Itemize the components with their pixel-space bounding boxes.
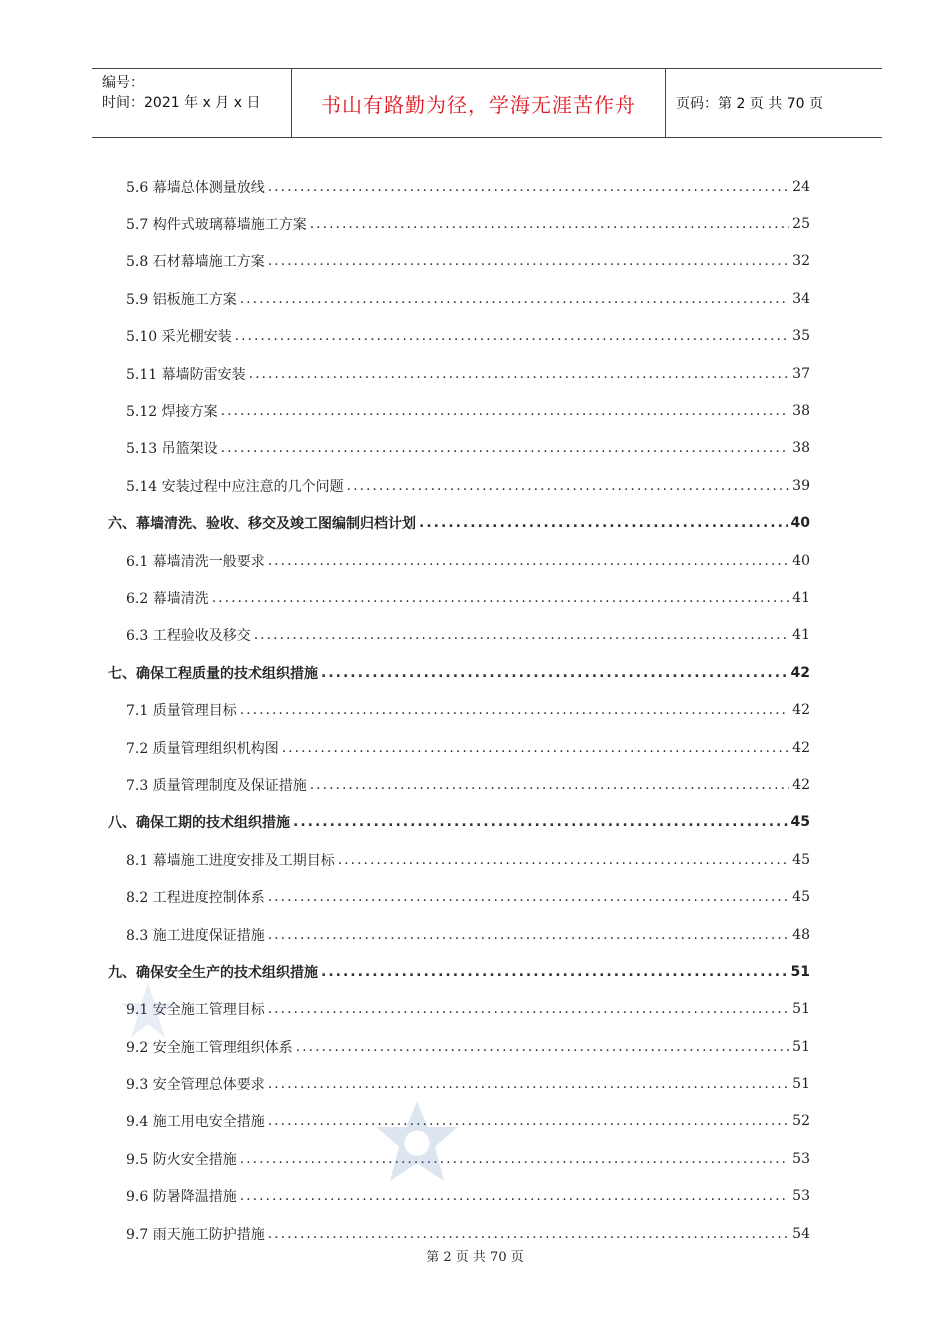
toc-entry-title: 6.3 工程验收及移交: [126, 628, 251, 645]
toc-dot-leader: [240, 702, 789, 718]
toc-dot-leader: [254, 627, 789, 643]
toc-dot-leader: [221, 403, 790, 419]
toc-entry-page-number: 51: [790, 963, 810, 980]
toc-dot-leader: [321, 665, 788, 681]
table-of-contents: [108, 168, 810, 1252]
toc-entry-title: 5.14 安装过程中应注意的几个问题: [126, 478, 344, 495]
toc-entry-title: 八、确保工期的技术组织措施: [108, 815, 290, 832]
toc-entry-page-number: 52: [792, 1113, 810, 1130]
toc-dot-leader: [268, 889, 789, 905]
toc-entry-title: 5.8 石材幕墙施工方案: [126, 254, 265, 271]
toc-section-entry[interactable]: [108, 1028, 810, 1065]
toc-dot-leader: [268, 1076, 789, 1092]
toc-entry-page-number: 54: [792, 1225, 810, 1242]
toc-entry-title: 8.2 工程进度控制体系: [126, 890, 265, 907]
document-header: [92, 68, 882, 138]
toc-dot-leader: [268, 553, 789, 569]
toc-entry-title: 5.6 幕墙总体测量放线: [126, 179, 265, 196]
toc-dot-leader: [240, 291, 789, 307]
toc-entry-page-number: 53: [792, 1188, 810, 1205]
toc-entry-title: 5.11 幕墙防雷安装: [126, 366, 246, 383]
toc-section-entry[interactable]: [108, 318, 810, 355]
toc-entry-title: 七、确保工程质量的技术组织措施: [108, 665, 318, 682]
toc-entry-page-number: 24: [792, 178, 810, 195]
toc-section-entry[interactable]: [108, 617, 810, 654]
toc-section-entry[interactable]: [108, 579, 810, 616]
toc-entry-title: 8.1 幕墙施工进度安排及工期目标: [126, 852, 335, 869]
toc-entry-page-number: 42: [792, 776, 810, 793]
toc-section-entry[interactable]: [108, 991, 810, 1028]
toc-section-entry[interactable]: [108, 766, 810, 803]
toc-entry-title: 8.3 施工进度保证措施: [126, 927, 265, 944]
document-time-label: 时间：2021 年 x 月 x 日: [102, 95, 261, 111]
toc-entry-page-number: 42: [790, 664, 810, 681]
toc-section-entry[interactable]: [108, 729, 810, 766]
toc-entry-title: 5.9 铝板施工方案: [126, 291, 237, 308]
page-footer: 第 2 页 共 70 页: [426, 1250, 524, 1265]
toc-section-entry[interactable]: [108, 916, 810, 953]
toc-dot-leader: [212, 590, 789, 606]
toc-entry-title: 7.1 质量管理目标: [126, 703, 237, 720]
toc-dot-leader: [268, 927, 789, 943]
toc-dot-leader: [310, 777, 789, 793]
toc-entry-page-number: 41: [792, 589, 810, 606]
toc-entry-title: 5.7 构件式玻璃幕墙施工方案: [126, 217, 307, 234]
toc-section-entry[interactable]: [108, 243, 810, 280]
toc-dot-leader: [268, 1113, 789, 1129]
toc-entry-page-number: 38: [792, 403, 810, 420]
toc-chapter-entry[interactable]: [108, 953, 810, 990]
toc-entry-page-number: 48: [792, 926, 810, 943]
toc-entry-page-number: 51: [792, 1076, 810, 1093]
document-number-label: 编号：: [102, 75, 144, 91]
toc-section-entry[interactable]: [108, 878, 810, 915]
toc-section-entry[interactable]: [108, 392, 810, 429]
toc-entry-page-number: 51: [792, 1038, 810, 1055]
toc-dot-leader: [419, 515, 788, 531]
toc-entry-title: 9.4 施工用电安全措施: [126, 1114, 265, 1131]
toc-entry-page-number: 42: [792, 739, 810, 756]
toc-section-entry[interactable]: [108, 542, 810, 579]
toc-dot-leader: [338, 852, 789, 868]
toc-entry-page-number: 38: [792, 440, 810, 457]
toc-entry-page-number: 32: [792, 253, 810, 270]
toc-entry-title: 9.2 安全施工管理组织体系: [126, 1039, 293, 1056]
toc-entry-page-number: 51: [792, 1001, 810, 1018]
toc-chapter-entry[interactable]: [108, 804, 810, 841]
toc-entry-page-number: 45: [790, 814, 810, 831]
toc-dot-leader: [347, 478, 790, 494]
toc-entry-page-number: 53: [792, 1150, 810, 1167]
toc-dot-leader: [249, 366, 790, 382]
toc-section-entry[interactable]: [108, 467, 810, 504]
toc-dot-leader: [321, 964, 788, 980]
toc-dot-leader: [221, 440, 790, 456]
toc-dot-leader: [268, 1226, 789, 1242]
toc-entry-page-number: 40: [790, 515, 810, 532]
toc-section-entry[interactable]: [108, 280, 810, 317]
toc-entry-title: 9.7 雨天施工防护措施: [126, 1226, 265, 1243]
toc-chapter-entry[interactable]: [108, 654, 810, 691]
toc-dot-leader: [268, 253, 789, 269]
toc-dot-leader: [282, 740, 789, 756]
toc-dot-leader: [235, 328, 790, 344]
toc-entry-title: 9.6 防暑降温措施: [126, 1189, 237, 1206]
toc-chapter-entry[interactable]: [108, 505, 810, 542]
toc-entry-title: 7.3 质量管理制度及保证措施: [126, 777, 307, 794]
toc-entry-page-number: 34: [792, 290, 810, 307]
toc-entry-page-number: 45: [792, 851, 810, 868]
toc-entry-page-number: 35: [792, 328, 810, 345]
toc-section-entry[interactable]: [108, 355, 810, 392]
watermark-logo: [372, 1100, 462, 1190]
toc-entry-title: 5.12 焊接方案: [126, 404, 218, 421]
toc-entry-title: 6.2 幕墙清洗: [126, 590, 209, 607]
toc-entry-page-number: 25: [792, 216, 810, 233]
toc-section-entry[interactable]: [108, 1065, 810, 1102]
toc-entry-title: 9.5 防火安全措施: [126, 1151, 237, 1168]
toc-section-entry[interactable]: [108, 430, 810, 467]
toc-dot-leader: [310, 216, 789, 232]
toc-dot-leader: [296, 1039, 789, 1055]
toc-dot-leader: [268, 179, 789, 195]
toc-entry-page-number: 42: [792, 702, 810, 719]
toc-entry-page-number: 40: [792, 552, 810, 569]
toc-dot-leader: [240, 1188, 789, 1204]
toc-section-entry[interactable]: [108, 691, 810, 728]
watermark-logo-small: [118, 980, 178, 1040]
toc-entry-title: 9.3 安全管理总体要求: [126, 1077, 265, 1094]
toc-entry-title: 5.13 吊篮架设: [126, 441, 218, 458]
header-page-info: 页码：第 2 页 共 70 页: [676, 96, 823, 112]
header-meta: [92, 69, 292, 137]
header-slogan: 书山有路勤为径，学海无涯苦作舟: [292, 69, 666, 137]
toc-dot-leader: [240, 1151, 789, 1167]
toc-entry-title: 9.1 安全施工管理目标: [126, 1002, 265, 1019]
toc-entry-title: 六、幕墙清洗、验收、移交及竣工图编制归档计划: [108, 516, 416, 533]
toc-entry-page-number: 39: [792, 477, 810, 494]
toc-section-entry[interactable]: [108, 841, 810, 878]
toc-section-entry[interactable]: [108, 205, 810, 242]
toc-section-entry[interactable]: [108, 168, 810, 205]
toc-dot-leader: [268, 1001, 789, 1017]
toc-entry-page-number: 41: [792, 627, 810, 644]
toc-entry-page-number: 45: [792, 889, 810, 906]
toc-dot-leader: [293, 814, 788, 830]
toc-entry-title: 6.1 幕墙清洗一般要求: [126, 553, 265, 570]
toc-entry-title: 5.10 采光棚安装: [126, 329, 232, 346]
toc-entry-title: 九、确保安全生产的技术组织措施: [108, 964, 318, 981]
toc-entry-title: 7.2 质量管理组织机构图: [126, 740, 279, 757]
toc-entry-page-number: 37: [792, 365, 810, 382]
